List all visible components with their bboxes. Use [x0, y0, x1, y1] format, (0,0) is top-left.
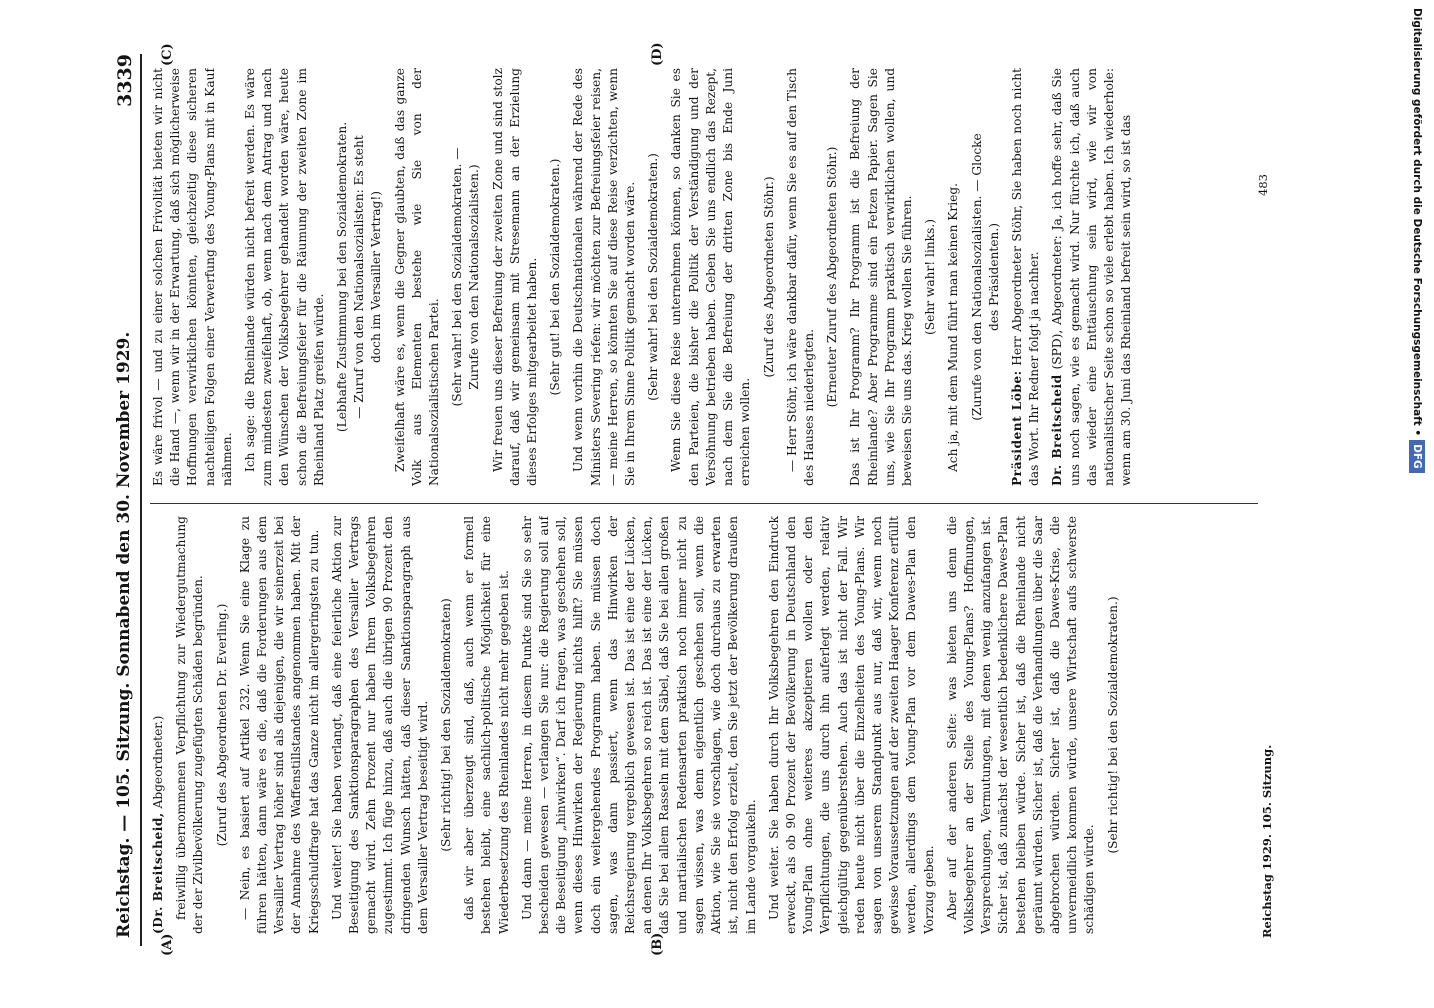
speech-paragraph: Und weiter! Sie haben verlangt, daß eine feierliche Aktion zur Beseitigung des Sanktionsparagraphen des Versailler Vertrags gemacht wird. Zehn Prozent nur haben Ihrem Volksbegehren zugestimmt. Ich füge hinzu, daß auch die übrigen 90 Prozent den dringenden Wunsch hätten, daß dieser Sanktionsparagraph aus dem Versailler Vertrag beseitigt wird. — [329, 516, 430, 934]
document-page — [110, 42, 1300, 958]
interjection-line: (Sehr gut! bei den Sozialdemokraten.) — [548, 158, 563, 396]
interjection-line: (Zuruf des Abgeordneten Stöhr.) — [761, 176, 776, 378]
footer-imprint: Reichstag 1929. 105. Sitzung. — [1260, 744, 1274, 938]
interjection — [449, 68, 483, 486]
speaker-name: Präsident Löbe: — [1009, 370, 1024, 486]
speaker-name: (Dr. Breitscheid, — [151, 812, 165, 934]
interjection-line: Zurufe von den Nationalsozialisten.) — [467, 164, 482, 390]
speech-paragraph: Und dann — meine Herren, in diesem Punkte sind Sie so sehr bescheiden gewesen — verlangen Sie nur: die Regierung soll auf die Beseitigung „hinwirken“. Darf ich fragen, was geschehen soll, wenn dieses Hinwirken der Regierung nichts hilft? Sie müssen doch ein weitergehendes Programm haben. Sie müssen doch sagen, was dann passiert, wenn das Hinwirken der Reichsregierung vergeblich gewesen ist. Das ist eine der Lücken, an denen Ihr Volksbegehren so reich ist. Das ist eine der Lücken, daß Sie bei allem Rasseln mit dem Säbel, daß Sie bei allen großen und martialischen Redensarten praktisch noch immer nicht zu sagen wissen, was denn eigentlich geschehen soll, wenn die Aktion, wie Sie sie vorschlagen, wie doch durchaus zu erwarten ist, nicht den Erfolg erzielt, den Sie jetzt der Bevölkerung draußen im Lande vorgaukeln. — [519, 516, 758, 934]
speech-paragraph: Und weiter. Sie haben durch Ihr Volksbegehren den Eindruck erweckt, als ob 90 Prozent der Bevölkerung in Deutschland den Young-Plan ohne weiteres akzeptieren wollen oder den Verpflichtungen, die uns durch ihn auferlegt werden, relativ gleichgültig gegenüberstehen. Auch das ist nicht der Fall. Wir reden heute nicht über die Einzelheiten des Young-Plans. Wir sagen von unserem Standpunkt aus nur, daß wir, wenn noch gewisse Voraussetzungen auf der zweiten Haager Konferenz erfüllt werden, allerdings dem Young-Plan vor dem Dawes-Plan den Vorzug geben. — [766, 516, 936, 934]
column-marker-b: (B) — [650, 932, 665, 956]
speaker-paragraph — [1049, 68, 1135, 486]
interjection — [645, 68, 662, 486]
speech-paragraph: Zweifelhaft wäre es, wenn die Gegner glaubten, daß das ganze Volk aus Elementen bestehe wie Sie von der Nationalsozialistischen Partei. — [392, 68, 442, 486]
interjection-line: (Zurufe von den Nationalsozialisten. — Glocke — [969, 133, 984, 421]
interjection-line: doch im Versailler Vertrag!) — [369, 190, 384, 364]
left-column — [150, 516, 1250, 934]
speaker-paragraph — [1009, 68, 1043, 486]
dfg-logo: DFG — [1409, 440, 1425, 473]
speech-paragraph: freiwillig übernommenen Verpflichtung zur Wiedergutmachung der der Zivilbevölkerung zugefügten Schäden begründen. — [174, 516, 206, 934]
speech-paragraph: Aber auf der anderen Seite: was bieten uns denn die Volksbegehrer an der Stelle des Young-Plans? Hoffnungen, Versprechungen, Vermutungen, mit denen wenig anzufangen ist. Sicher ist, daß zunächst der wesentlich bedenklichere Dawes-Plan bestehen bleiben würde. Sicher ist, daß die Rheinlande nicht geräumt würden. Sicher ist, daß die Verhandlungen über die Saar abgebrochen würden. Sicher ist, daß die Dawes-Krise, die unvermeidlich kommen würde, unsere Wirtschaft aufs schwerste schädigen würde. — [944, 516, 1097, 934]
running-header: Reichstag. — 105. Sitzung. Sonnabend den 30. November 1929. — [114, 331, 134, 938]
speech-paragraph: Ach ja, mit dem Mund führt man keinen Krieg. — [946, 182, 961, 472]
page-number: 3339 — [114, 54, 136, 107]
scanned-page-area — [85, 0, 1410, 1000]
speech-text: (SPD), Abgeordneter: Ja, ich hoffe sehr, daß Sie uns noch sagen, wie es gemacht wird. Nur fürchte ich, daß auch das wieder eine Enttäuschung sein wird, wie wir von nationalistischer Seite schon so viele erlebt haben. Ich wiederhole: wenn am 30. Juni das Rheinland befreit sein wird, so ist das — [1050, 68, 1134, 486]
speech-paragraph: Das ist Ihr Programm? Ihr Programm ist die Befreiung der Rheinlande? Aber Programme sind ein Fetzen Papier. Sagen Sie uns, wie Sie Ihr Programm praktisch verwirklichen wollen, und beweisen Sie uns das. Krieg wollen Sie führen. — [848, 68, 914, 486]
interjection-line: (Sehr wahr! bei den Sozialdemokraten.) — [646, 153, 661, 401]
interjection — [824, 68, 841, 486]
interjection-line: (Sehr wahr! bei den Sozialdemokraten. — — [450, 147, 465, 407]
column-marker-c: (C) — [160, 43, 175, 66]
speech-text: Abgeordneter.) — [151, 715, 165, 813]
right-column — [150, 68, 1250, 486]
column-marker-d: (D) — [650, 42, 665, 66]
speech-paragraph: Und wenn vorhin die Deutschnationalen während der Rede des Ministers Severing riefen: wir möchten zur Befreiungsfeier reisen, — meine Herren, so könnten Sie auf diese Reise verzichten, wenn Sie in Ihrem Sinne Politik gemacht worden wäre. — [571, 68, 638, 486]
interjection-line: (Lebhafte Zustimmung bei den Sozialdemokraten. — [335, 121, 350, 433]
credit-text: Digitalisierung gefördert durch die Deutsche Forschungsgemeinschaft • — [1411, 8, 1423, 437]
speech-paragraph: Wir freuen uns dieser Befreiung der zweiten Zone und sind stolz darauf, daß wir gemeinsam mit Stresemann an der Erzielung dieses Erfolges mitgearbeitet haben. — [490, 68, 540, 486]
speech-paragraph: Ich sage: die Rheinlande würden nicht befreit werden. Es wäre zum mindesten zweifelhaft, ob, wenn nach dem Antrag und nach den Wünschen der Volksbegehrer gehandelt worden wäre, heute schon die Befreiungsfeier für die Räumung der zweiten Zone im Rheinland Platz greifen würde. — [243, 68, 326, 486]
column-divider — [150, 503, 1258, 504]
interjection: (Zuruf des Abgeordneten Dr. Everling.) — [214, 603, 229, 847]
interjection-line: (Erneuter Zuruf des Abgeordneten Stöhr.) — [825, 146, 840, 408]
column-marker-a: (A) — [160, 933, 175, 956]
speech-paragraph: — Nein, es basiert auf Artikel 232. Wenn Sie eine Klage zu führen hätten, dann wäre es die, daß die Forderungen aus dem Versailler Vertrag höher sind als diejenigen, die wir seinerzeit bei der Annahme des Waffenstillstandes angenommen haben. Mit der Kriegsschuldfrage hat das Ganze nicht im allergeringsten zu tun. — [237, 516, 321, 934]
interjection — [969, 68, 1003, 486]
interjection-line: — Zuruf von den Nationalsozialisten: Es steht — [352, 135, 367, 419]
interjection-line: des Präsidenten.) — [986, 222, 1001, 332]
interjection — [922, 68, 939, 486]
interjection: (Sehr richtig! bei den Sozialdemokraten) — [439, 598, 454, 852]
interjection — [334, 68, 386, 486]
sheet-number: 483 — [1256, 174, 1270, 196]
header-rule — [140, 54, 142, 946]
speech-paragraph: — Herr Stöhr, ich wäre dankbar dafür, wenn Sie es auf den Tisch des Hauses niederlegten. — [784, 68, 816, 486]
interjection — [547, 68, 564, 486]
interjection: (Sehr richtig! bei den Sozialdemokraten.) — [1105, 596, 1120, 854]
speech-text: Herr Abgeordneter Stöhr, Sie haben noch nicht das Wort. Ihr Redner folgt ja nachher. — [1009, 68, 1042, 486]
speech-paragraph: daß wir aber überzeugt sind, daß, auch wenn er formell bestehen bleibt, eine sachlich-politische Möglichkeit für eine Wiederbesetzung des Rheinlandes nicht mehr gegeben ist. — [462, 516, 511, 934]
digitization-credit — [1409, 0, 1425, 1008]
speaker-name: Dr. Breitscheid — [1050, 374, 1065, 486]
interjection — [761, 68, 778, 486]
speaker-paragraph — [150, 516, 167, 934]
speech-paragraph: Wenn Sie diese Reise unternehmen können, so danken Sie es den Parteien, die bisher die Politik der Verständigung und der Versöhnung betrieben haben. Geben Sie uns endlich das Rezept, nach dem Sie die Befreiung der dritten Zone bis Ende Juni erreichen wollen. — [669, 68, 753, 486]
speech-paragraph: Es wäre frivol — und zu einer solchen Frivolität bieten wir nicht die Hand —, wenn wir in der Erwartung, daß sich möglicherweise Hoffnungen verwirklichen könnten, gleichzeitig diese sicheren nachteiligen Folgen einer Verwerfung des Young-Plans mit in Kauf nähmen. — [151, 68, 234, 486]
interjection-line: (Sehr wahr! links.) — [923, 219, 938, 335]
